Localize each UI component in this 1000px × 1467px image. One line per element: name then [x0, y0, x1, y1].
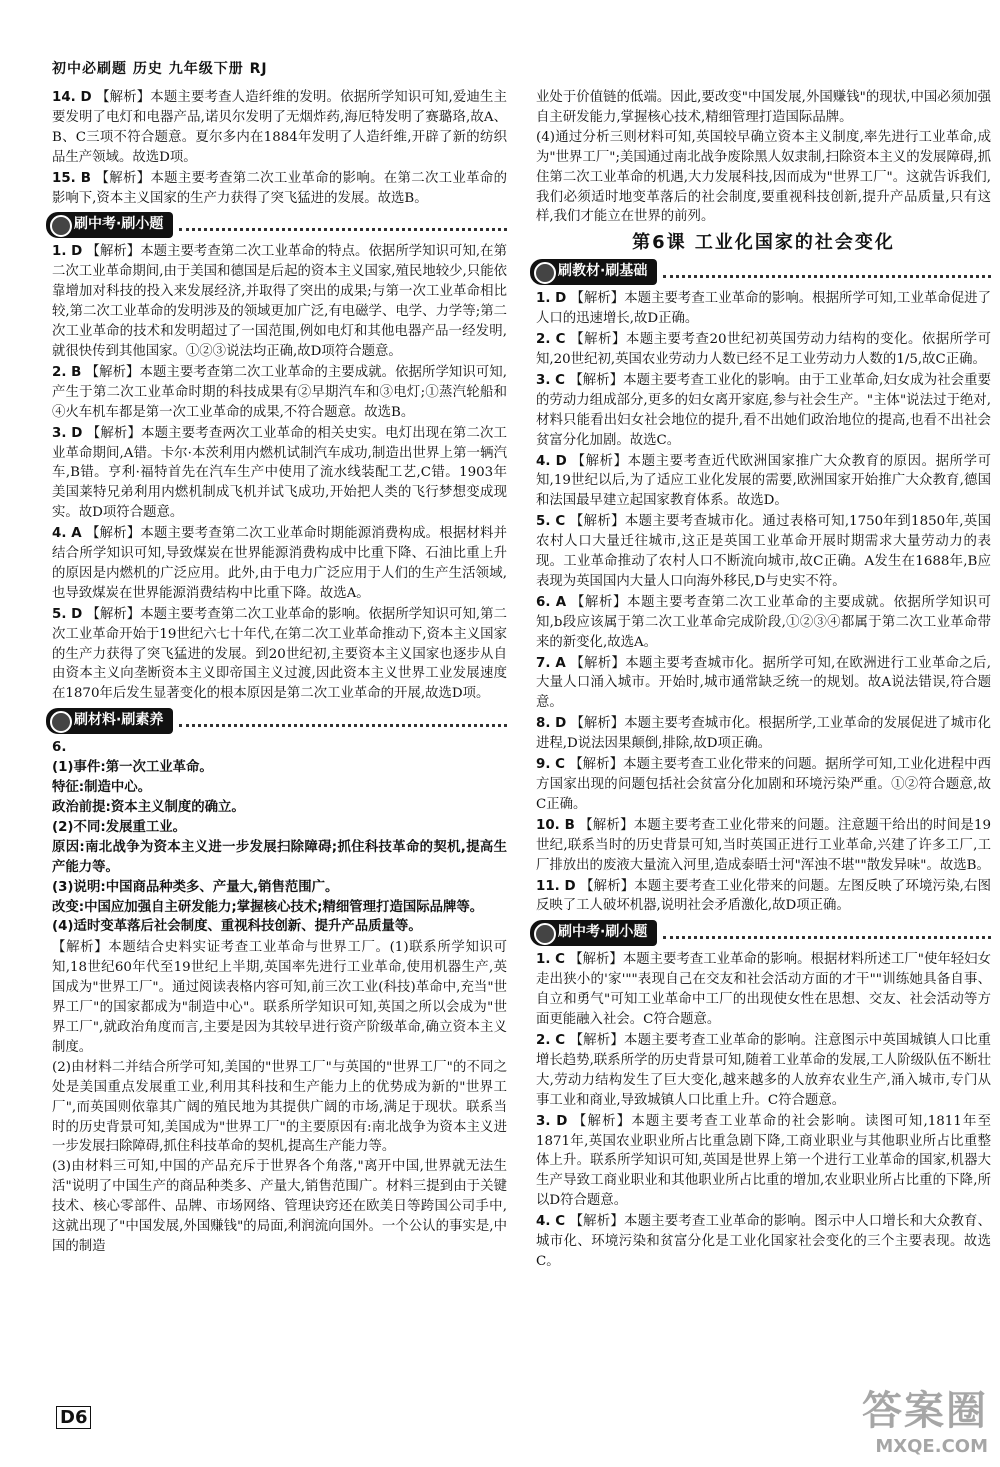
answer-text: 【解析】本题主要考查工业革命的影响。根据所学可知,工业革命促进了人口的迅速增长,故D正确。 [536, 291, 991, 327]
running-header: 初中必刷题 历史 九年级下册 RJ [52, 61, 268, 77]
answer-number: 3. D [536, 1113, 568, 1129]
answer-number: 1. D [52, 244, 83, 260]
answer-item [536, 654, 991, 714]
answer-number: 4. D [536, 453, 567, 469]
answer-text: 【解析】本题主要考查近代欧洲国家推广大众教育的原因。据所学可知,19世纪以后,为了适应工业化发展的需要,欧洲国家开始推广大众教育,德国和法国最早建立起国家教育体系。故选D。 [536, 453, 992, 509]
answer-number: 2. C [536, 1032, 566, 1048]
answer-item [52, 242, 507, 361]
banner-dots [663, 927, 991, 939]
paragraph: (3)由材料三可知,中国的产品充斥于世界各个角落,"离开中国,世界就无法生活"说明了中国生产的商品种类多、产量大,销售范围广。材料三提到由于关键技术、核心零部件、品牌、市场网络、管理诀窍还在欧美日等跨国公司手中,这就出现了"中国发展,外国赚钱"的局面,利润流向国外。一个公认的事实是,中国的制造 [52, 1159, 507, 1254]
answer-item [536, 714, 991, 754]
right-answer-list-2 [536, 950, 991, 1272]
answer-item [52, 524, 507, 604]
answer-item [536, 452, 991, 512]
question-6-answers [52, 758, 507, 937]
banner-label: 刷教材·刷基础 [530, 259, 657, 285]
question-number: 6. [52, 740, 67, 756]
banner-dots [663, 266, 991, 278]
answer-number: 3. D [52, 425, 83, 441]
page-number: D6 [56, 1406, 91, 1429]
paragraph: 业处于价值链的低端。因此,要改变"中国发展,外国赚钱"的现状,中国必须加强自主研发能力,掌握核心技术,精细管理打造国际品牌。 [536, 90, 991, 125]
answer-number: 2. C [536, 332, 566, 348]
section-banner-left-2 [46, 708, 507, 734]
watermark-url: MXQE.COM [875, 1436, 988, 1457]
answer-number: 5. D [52, 606, 83, 622]
paragraph: 改变:中国应加强自主研发能力;掌握核心技术;精细管理打造国际品牌等。 [52, 899, 484, 915]
paragraph: 【解析】本题结合史料实证考查工业革命与世界工厂。(1)联系所学知识可知,18世纪60年代至19世纪上半期,英国率先进行工业革命,使用机器生产,英国成为"世界工厂"。通过阅读表格内容可知,前三次工业(科技)革命中,充当"世界工厂"的国家都成为"制造中心"。联系所学知识可知,英国之所以会成为"世界工厂",就政治角度而言,主要是因为其较早进行资产阶级革命,确立资本主义制度。 [52, 940, 507, 1055]
answer-text: 【解析】本题主要考查工业革命的影响。根据材料所述工厂"使年轻妇女走出狭小的'家'""表现自己在交友和社会活动方面的才干""训练她具备自事、自立和勇气"可知工业革命中工厂的出现使女性在思想、交友、社会活动等方面更能融入社会。C符合题意。 [536, 952, 991, 1028]
paragraph: (4)适时变革落后社会制度、重视科技创新、提升产品质量等。 [52, 919, 422, 935]
question-6-analysis [52, 938, 507, 1257]
answer-text: 【解析】本题主要考查两次工业革命的相关史实。电灯出现在第二次工业革命期间,A错。卡尔·本茨利用内燃机试制汽车成功,制造出世界上第一辆汽车,B错。亨利·福特首先在汽车生产中使用了流水线装配工艺,C错。1903年美国莱特兄弟利用内燃机制成飞机并试飞成功,开始把人类的飞行梦想变成现实。故D项符合题意。 [52, 425, 508, 521]
paragraph: (2)由材料二并结合所学可知,美国的"世界工厂"与英国的"世界工厂"的不同之处是美国重点发展重工业,利用其科技和生产能力上的优势成为新的"世界工厂",而英国则依靠其广阔的殖民地为其提供广阔的市场,满足于现状。联系当时的历史背景可知,美国成为"世界工厂"的主要原因有:南北战争为资本主义进一步发展扫除障碍,抓住科技革命的契机,提高生产能力等。 [52, 1059, 507, 1155]
paragraph: 特征:制造中心。 [52, 780, 152, 796]
answer-text: 【解析】本题主要考查第二次工业革命的主要成就。依据所学知识可知,产生于第二次工业革命时期的科技成果有②早期汽车和③电灯;①蒸汽轮船和④火车机车都是第一次工业革命的成果,不符合题意。故选B。 [52, 364, 507, 420]
answer-number: 3. C [536, 372, 565, 388]
answer-number: 1. D [536, 291, 567, 307]
answer-number: 7. A [536, 655, 566, 671]
answer-item [536, 1031, 991, 1111]
answer-number: 11. D [536, 878, 576, 894]
right-answer-list-1 [536, 289, 991, 916]
answer-text: 【解析】本题主要考查工业革命的影响。注意图示中英国城镇人口比重增长趋势,联系所学的历史背景可知,随着工业革命的发展,工人阶级队伍不断壮大,劳动力结构发生了巨大变化,越来越多的人放弃农业生产,涌入城市,专门从事工业和商业,导致城镇人口比重上升。C符合题意。 [536, 1032, 991, 1108]
paragraph: (1)事件:第一次工业革命。 [52, 760, 213, 776]
answer-text: 【解析】本题主要考查城市化。根据所学,工业革命的发展促进了城市化进程,D说法因果颠倒,排除,故D项正确。 [536, 716, 991, 752]
paragraph: 政治前提:资本主义制度的确立。 [52, 800, 245, 815]
banner-label: 刷材料·刷素养 [46, 708, 173, 734]
answer-number: 1. C [536, 952, 565, 968]
answer-item [52, 363, 507, 423]
paragraph: (4)通过分析三则材料可知,英国较早确立资本主义制度,率先进行工业革命,成为"世界工厂";美国通过南北战争废除黑人奴隶制,扫除资本主义的发展障碍,抓住第二次工业革命的机遇,大力发展科技,因而成为"世界工厂"。这就告诉我们,我们必须适时地变革落后的社会制度,要重视科技创新,提升产品质量,只有这样,我们才能立在世界的前列。 [536, 129, 991, 225]
continued-text [536, 88, 991, 227]
answer-number: 15. B [52, 170, 91, 186]
answer-item [536, 950, 991, 1030]
answer-text: 【解析】本题主要考查工业革命的影响。图示中人口增长和大众教育、城市化、环境污染和贫富分化是工业化国家社会变化的三个主要表现。故选C。 [536, 1214, 991, 1269]
section-banner-left-1 [46, 212, 507, 238]
banner-label: 刷中考·刷小题 [530, 920, 657, 946]
answer-number: 9. C [536, 757, 565, 773]
answer-text: 【解析】本题主要考查工业化的影响。由于工业革命,妇女成为社会重要的劳动力组成部分,更多的妇女离开家庭,参与社会生产。"主体"说法过于绝对,材料只能看出妇女社会地位的提升,看不出她们政治地位的提高,也看不出社会贫富分化加剧。故选C。 [536, 372, 991, 448]
answer-item [536, 330, 991, 370]
answer-number: 4. C [536, 1214, 566, 1230]
answer-number: 8. D [536, 716, 567, 732]
answer-number: 10. B [536, 817, 575, 833]
lesson-title: 第6课 工业化国家的社会变化 [632, 232, 895, 254]
answer-text: 【解析】本题主要考查工业化带来的问题。据所学可知,工业化进程中西方国家出现的问题包括社会贫富分化加剧和环境污染严重。①②符合题意,故C正确。 [536, 757, 991, 812]
right-column [536, 88, 991, 1273]
answer-text: 【解析】本题主要考查第二次工业革命的影响。依据所学知识可知,第二次工业革命开始于19世纪六七十年代,在第二次工业革命推动下,资本主义国家的生产力获得了突飞猛进的发展。到20世纪初,主要资本主义国家也逐步从自由资本主义向垄断资本主义即帝国主义过渡,因此资本主义世界工业发展速度在1870年后发生显著变化的根本原因是第二次工业革命的开展,故选D项。 [52, 606, 507, 702]
answer-text: 【解析】本题主要考查第二次工业革命时期能源消费构成。根据材料并结合所学知识可知,导致煤炭在世界能源消费构成中比重下降、石油比重上升的原因是内燃机的广泛应用。此外,由于电力广泛应用于人们的生产生活领域,也导致煤炭在世界能源消费结构中比重下降。故选A。 [52, 526, 507, 601]
answer-item [536, 512, 991, 592]
answer-item [536, 755, 991, 815]
answer-number: 14. D [52, 90, 92, 105]
answer-text: 【解析】本题主要考查20世纪初英国劳动力结构的变化。依据所学可知,20世纪初,英国农业劳动力人数已经不足工业劳动力人数的1/5,故C正确。 [536, 332, 991, 367]
answer-item [536, 877, 991, 917]
paragraph: (2)不同:发展重工业。 [52, 819, 187, 835]
answer-number: 4. A [52, 526, 82, 542]
banner-dots [179, 219, 507, 231]
answer-text: 【解析】本题主要考查第二次工业革命的主要成就。依据所学知识可知,b段应该属于第二次工业革命完成阶段,①②③④都属于第二次工业革命带来的新变化,故选A。 [536, 594, 991, 650]
answer-item [52, 169, 507, 209]
answer-text: 【解析】本题主要考查第二次工业革命的影响。在第二次工业革命的影响下,资本主义国家的生产力获得了突飞猛进的发展。故选B。 [52, 170, 507, 206]
answer-text: 【解析】本题主要考查工业化带来的问题。注意题干给出的时间是19世纪,联系当时的历史背景可知,当时英国正进行工业革命,兴建了许多工厂,工厂排放出的废液大量流入河里,造成泰晤士河"浑浊不堪""散发异味"。故选B。 [536, 817, 991, 873]
left-column [52, 88, 507, 1257]
paragraph: 原因:南北战争为资本主义进一步发展扫除障碍;抓住科技革命的契机,提高生产能力等。 [52, 839, 507, 875]
left-top-items [52, 88, 507, 208]
answer-number: 5. C [536, 514, 566, 530]
watermark-logo [862, 1379, 988, 1457]
answer-item [536, 371, 991, 451]
banner-dots [179, 715, 507, 727]
answer-text: 【解析】本题主要考查城市化。据所学可知,在欧洲进行工业革命之后,大量人口涌入城市。开始时,城市通常缺乏统一的规划。故A说法错误,符合题意。 [536, 655, 991, 711]
left-answer-list-1 [52, 242, 507, 704]
answer-item [52, 605, 507, 705]
banner-label: 刷中考·刷小题 [46, 212, 173, 238]
answer-text: 【解析】本题主要考查城市化。通过表格可知,1750年到1850年,英国农村人口大量迁往城市,这正是英国工业革命开展时期需求大量劳动力的表现。工业革命推动了农村人口不断流向城市,故C正确。A发生在1688年,B应表现为英国国内大量人口向海外移民,D与史实不符。 [536, 514, 991, 589]
answer-text: 【解析】本题主要考查工业化带来的问题。左图反映了环境污染,右图反映了工人破坏机器,说明社会矛盾激化,故D项正确。 [536, 878, 991, 914]
answer-item [536, 1112, 991, 1212]
answer-text: 【解析】本题主要考查第二次工业革命的特点。依据所学知识可知,在第二次工业革命期间,由于美国和德国是后起的资本主义国家,殖民地较少,只能依靠增加对科技的投入来发展经济,并取得了突出的成果;与第一次工业革命相比较,第二次工业革命的发明涉及的领域更加广泛,有电磁学、电学、力学等;第二次工业革命的技术和发明超过了一国范围,例如电灯和其他电器产品一经发明,就很快传到其他国家。①②③说法均正确,故D项符合题意。 [52, 244, 507, 359]
answer-text: 【解析】本题主要考查工业革命的社会影响。读图可知,1811年至1871年,英国农业职业所占比重急剧下降,工商业职业与其他职业所占比重整体上升。联系所学知识可知,英国是世界上第一个进行工业革命的国家,机器大生产导致工商业职业和其他职业所占比重的增加,农业职业所占比重的下降,所以D符合题意。 [536, 1113, 991, 1209]
answer-item [52, 424, 507, 524]
section-banner-right-1 [530, 259, 991, 285]
question-6 [52, 738, 507, 937]
paragraph: (3)说明:中国商品种类多、产量大,销售范围广。 [52, 879, 339, 895]
watermark-text: 答案圈 [862, 1388, 988, 1434]
answer-item [536, 593, 991, 653]
section-banner-right-2 [530, 920, 991, 946]
answer-item [536, 289, 991, 329]
answer-number: 2. B [52, 364, 82, 380]
answer-item [536, 816, 991, 876]
answer-number: 6. A [536, 594, 567, 610]
answer-item [536, 1212, 991, 1272]
answer-item [52, 88, 507, 168]
answer-text: 【解析】本题主要考查人造纤维的发明。依据所学知识可知,爱迪生主要发明了电灯和电器产品,诺贝尔发明了无烟炸药,海厄特发明了赛璐珞,故A、B、C三项不符合题意。夏尔多内在1884年发明了人造纤维,开辟了新的纺织品生产领域。故选D项。 [52, 90, 507, 165]
